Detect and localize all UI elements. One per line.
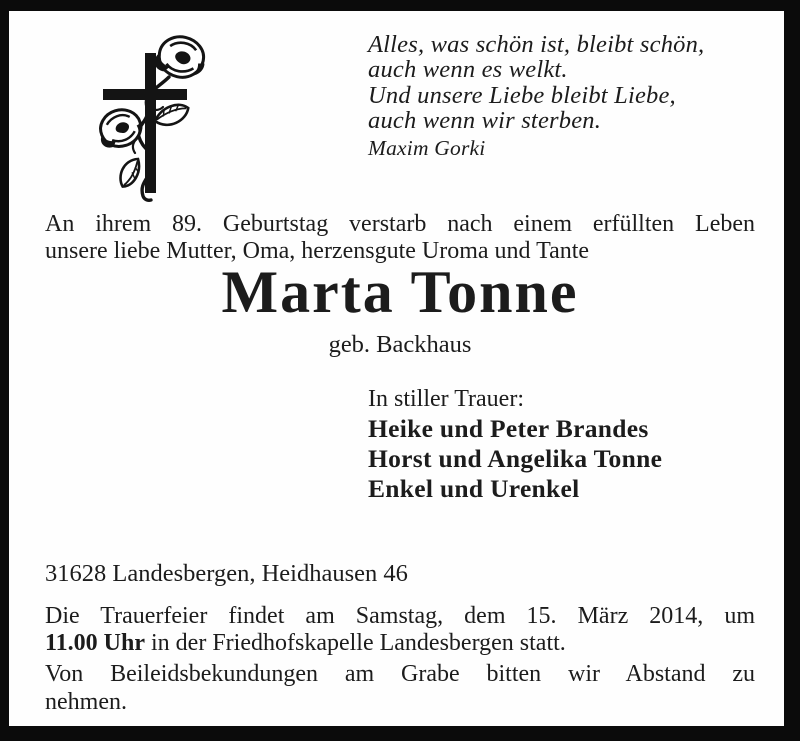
- announcement-line-1: An ihrem 89. Geburtstag verstarb nach einem erfüllten Leben: [45, 211, 755, 237]
- address-line: 31628 Landesbergen, Heidhausen 46: [45, 560, 408, 587]
- funeral-time: 11.00 Uhr: [45, 630, 146, 656]
- maiden-name: geb. Backhaus: [328, 331, 472, 358]
- quote-line: auch wenn wir sterben.: [368, 107, 602, 135]
- funeral-details: [45, 603, 755, 657]
- mourners-block: [368, 387, 662, 504]
- memorial-quote: [368, 32, 768, 161]
- announcement-text: [45, 211, 755, 264]
- condolence-note: [45, 660, 755, 716]
- funeral-line-1: Die Trauerfeier findet am Samstag, dem 15. März 2014, um: [45, 603, 755, 629]
- funeral-line-2-rest: in der Friedhofskapelle Landesbergen statt.: [145, 630, 566, 656]
- quote-line: Und unsere Liebe bleibt Liebe,: [368, 81, 676, 109]
- announcement-line-2: unsere liebe Mutter, Oma, herzensgute Uroma und Tante: [45, 237, 590, 264]
- mourner-name: Horst und Angelika Tonne: [368, 444, 663, 473]
- mourners-heading: In stiller Trauer:: [368, 386, 524, 412]
- condolence-line-2: nehmen.: [45, 689, 127, 715]
- condolence-line-1: Von Beileidsbekundungen am Grabe bitten wir Abstand zu: [45, 661, 755, 687]
- funeral-line-2: [45, 630, 755, 657]
- quote-line: auch wenn es welkt.: [368, 56, 568, 84]
- cross-with-roses-icon: [93, 33, 217, 203]
- quote-line: Alles, was schön ist, bleibt schön,: [368, 31, 705, 58]
- mourner-name: Enkel und Urenkel: [368, 474, 580, 503]
- deceased-name: Marta Tonne: [221, 259, 579, 325]
- mourner-name: Heike und Peter Brandes: [368, 414, 649, 443]
- quote-attribution: Maxim Gorki: [368, 135, 486, 160]
- notice-sheet: [9, 11, 784, 726]
